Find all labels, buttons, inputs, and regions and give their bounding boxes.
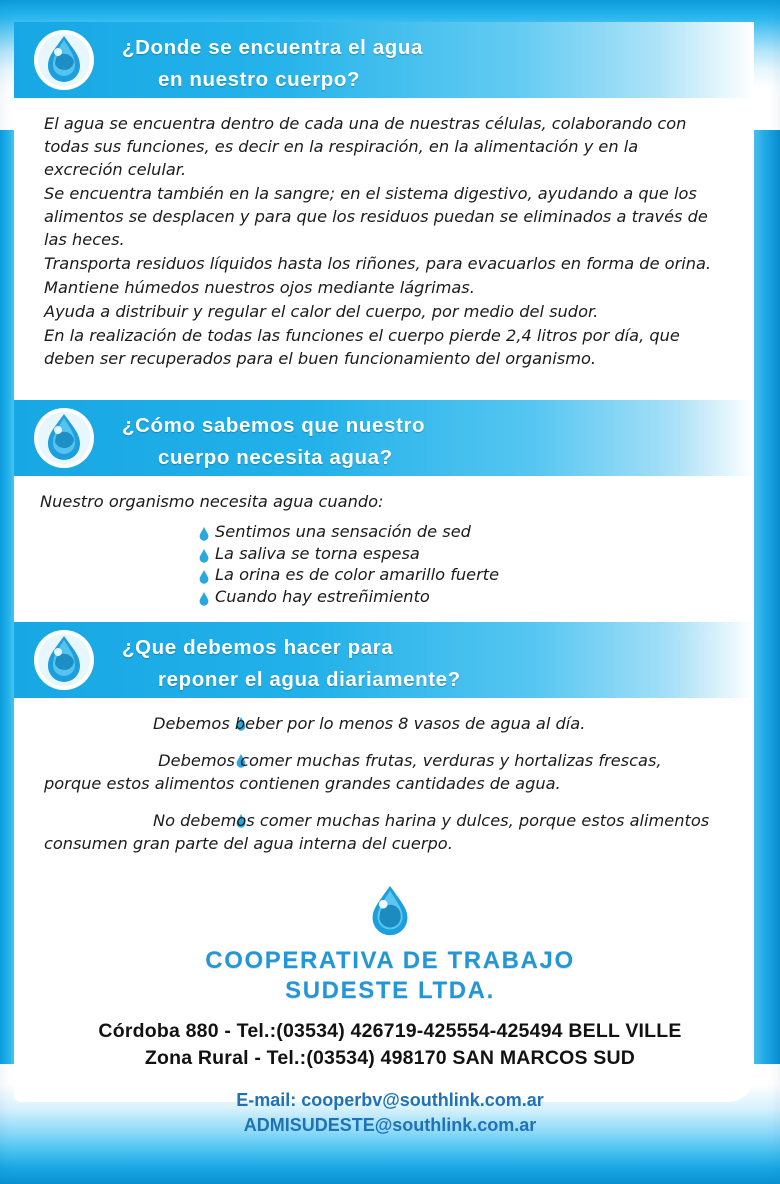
section-title <box>122 410 425 474</box>
paragraph: Se encuentra también en la sangre; en el sistema digestivo, ayudando a que los alimentos se desplacen y para que los residuos puedan se eliminados a través de las heces. <box>44 184 708 249</box>
water-drop-bullet-icon <box>199 590 208 603</box>
recommendation-paragraph <box>14 712 754 735</box>
list-item-label: La saliva se torna espesa <box>215 543 420 563</box>
paragraph: Mantiene húmedos nuestros ojos mediante lágrimas. <box>44 278 475 297</box>
water-drop-logo-icon <box>32 28 96 92</box>
water-drop-bullet-icon <box>140 714 149 727</box>
cooperative-logo-icon <box>359 880 421 942</box>
section-title-line1: ¿Cómo sabemos que nuestro <box>122 414 426 437</box>
section-body-que-debemos-hacer <box>14 698 754 855</box>
cooperative-name <box>0 946 780 1006</box>
email-line-1: E-mail: cooperbv@southlink.com.ar <box>236 1090 544 1110</box>
recommendation-paragraph <box>14 749 754 795</box>
paragraph: Transporta residuos líquidos hasta los riñones, para evacuarlos en forma de orina. <box>44 254 712 273</box>
list-item-label: La orina es de color amarillo fuerte <box>215 565 500 584</box>
list-item <box>199 521 754 543</box>
section-title <box>122 632 461 696</box>
address-line-2: Zona Rural - Tel.:(03534) 498170 SAN MARCOS SUD <box>144 1047 636 1069</box>
list-item-label: Sentimos una sensación de sed <box>215 522 471 541</box>
section-title-line2: reponer el agua diariamente? <box>158 668 461 691</box>
cooperative-name-line1: COOPERATIVA DE TRABAJO <box>205 947 575 974</box>
list-intro-text: Nuestro organismo necesita agua cuando: <box>40 492 384 511</box>
water-drop-bullet-icon <box>199 547 208 560</box>
section-header-que-debemos-hacer <box>14 622 754 698</box>
section-title-line2: cuerpo necesita agua? <box>158 446 393 469</box>
symptoms-list <box>14 521 754 621</box>
water-drop-bullet-icon <box>140 751 149 764</box>
footer <box>0 880 780 1138</box>
contact-email <box>0 1088 780 1138</box>
section-title-line1: ¿Que debemos hacer para <box>122 636 394 659</box>
list-item <box>199 543 754 565</box>
water-drop-bullet-icon <box>199 525 208 538</box>
section-title <box>122 32 423 96</box>
list-item <box>199 564 754 586</box>
section-body-donde-se-encuentra <box>14 98 754 377</box>
contact-address <box>0 1018 780 1072</box>
recommendation-paragraph <box>14 809 754 855</box>
recommendation-text: Debemos comer muchas frutas, verduras y hortalizas frescas, porque estos alimentos contienen grandes cantidades de agua. <box>44 751 662 793</box>
recommendation-text: No debemos comer muchas harina y dulces, porque estos alimentos consumen gran parte del agua interna del cuerpo. <box>44 811 710 853</box>
section-header-donde-se-encuentra <box>14 22 754 98</box>
recommendation-text: Debemos beber por lo menos 8 vasos de agua al día. <box>153 714 586 733</box>
email-line-2: ADMISUDESTE@southlink.com.ar <box>243 1115 537 1135</box>
water-drop-bullet-icon <box>199 568 208 581</box>
paragraph: El agua se encuentra dentro de cada una de nuestras células, colaborando con todas sus funciones, es decir en la respiración, en la alimentación y en la excreción celular. <box>44 114 687 179</box>
list-item <box>199 586 754 608</box>
address-line-1: Córdoba 880 - Tel.:(03534) 426719-425554-425494 BELL VILLE <box>98 1020 682 1042</box>
list-item-label: Cuando hay estreñimiento <box>215 586 430 606</box>
cooperative-name-line2: SUDESTE LTDA. <box>285 977 495 1004</box>
paragraph: Ayuda a distribuir y regular el calor del cuerpo, por medio del sudor. <box>44 302 599 321</box>
section-title-line1: ¿Donde se encuentra el agua <box>122 36 423 59</box>
section-header-como-sabemos <box>14 400 754 476</box>
paragraph: En la realización de todas las funciones el cuerpo pierde 2,4 litros por día, que deben ser recuperados para el buen funcionamiento del organismo. <box>44 326 680 368</box>
water-drop-logo-icon <box>32 406 96 470</box>
water-drop-logo-icon <box>32 628 96 692</box>
water-drop-bullet-icon <box>140 811 149 824</box>
section-title-line2: en nuestro cuerpo? <box>158 68 361 91</box>
